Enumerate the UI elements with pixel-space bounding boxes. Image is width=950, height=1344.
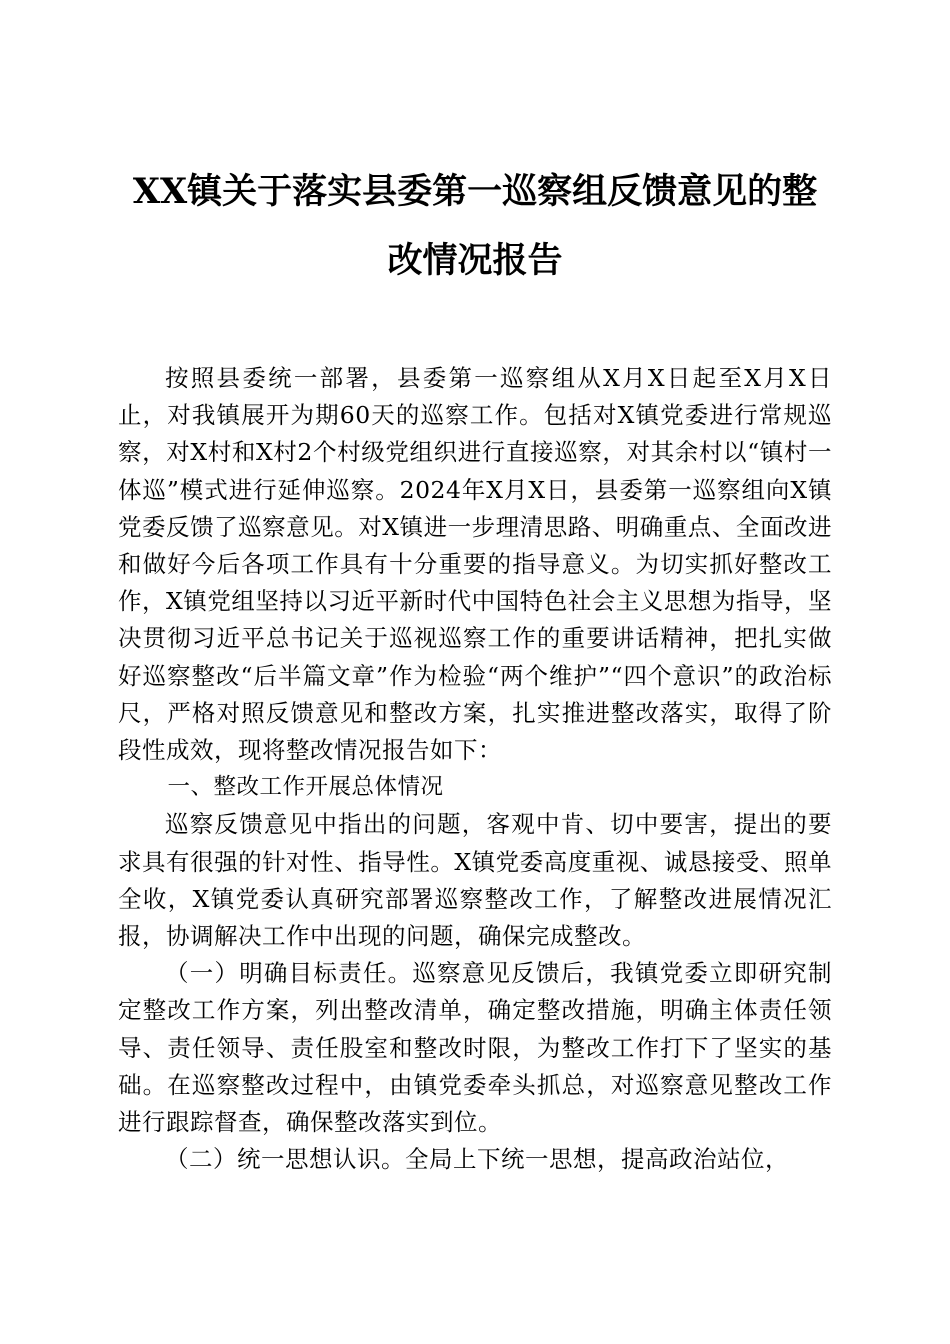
subsection-2-text: 全局上下统一思想，提高政治站位， — [405, 1145, 789, 1174]
document-title-line-1: XX镇关于落实县委第一巡察组反馈意见的整 — [132, 171, 818, 212]
subsection-1-paragraph — [118, 955, 832, 1141]
intro-paragraph: 按照县委统一部署，县委第一巡察组从X月X日起至X月X日止，对我镇展开为期60天的巡察工作。包括对X镇党委进行常规巡察，对X村和X村2个村级党组织进行直接巡察，对其余村以“镇村一体巡”模式进行延伸巡察。2024年X月X日，县委第一巡察组向X镇党委反馈了巡察意见。对X镇进一步理清思路、明确重点、全面改进和做好今后各项工作具有十分重要的指导意义。为切实抓好整改工作，X镇党组坚持以习近平新时代中国特色社会主义思想为指导，坚决贯彻习近平总书记关于巡视巡察工作的重要讲话精神，把扎实做好巡察整改“后半篇文章”作为检验“两个维护”“四个意识”的政治标尺，严格对照反馈意见和整改方案，扎实推进整改落实，取得了阶段性成效，现将整改情况报告如下： — [118, 364, 832, 765]
subsection-1-text: 巡察意见反馈后，我镇党委立即研究制定整改工作方案，列出整改清单，确定整改措施，明确主体责任领导、责任领导、责任股室和整改时限，为整改工作打下了坚实的基础。在巡察整改过程中，由镇党委牵头抓总，对巡察意见整改工作进行跟踪督查，确保整改落实到位。 — [118, 959, 833, 1137]
subsection-1-lead: （一）明确目标责任。 — [165, 959, 413, 988]
section-1-heading: 一、整改工作开展总体情况 — [167, 774, 444, 801]
subsection-2-paragraph — [118, 1141, 832, 1178]
section-1-paragraph: 巡察反馈意见中指出的问题，客观中肯、切中要害，提出的要求具有很强的针对性、指导性。X镇党委高度重视、诚恳接受、照单全收，X镇党委认真研究部署巡察整改工作，了解整改进展情况汇报，协调解决工作中出现的问题，确保完成整改。 — [118, 810, 832, 951]
subsection-2-lead: （二）统一思想认识。 — [165, 1145, 405, 1174]
document-title-line-2: 改情况报告 — [387, 240, 563, 281]
document-body — [118, 360, 832, 1178]
